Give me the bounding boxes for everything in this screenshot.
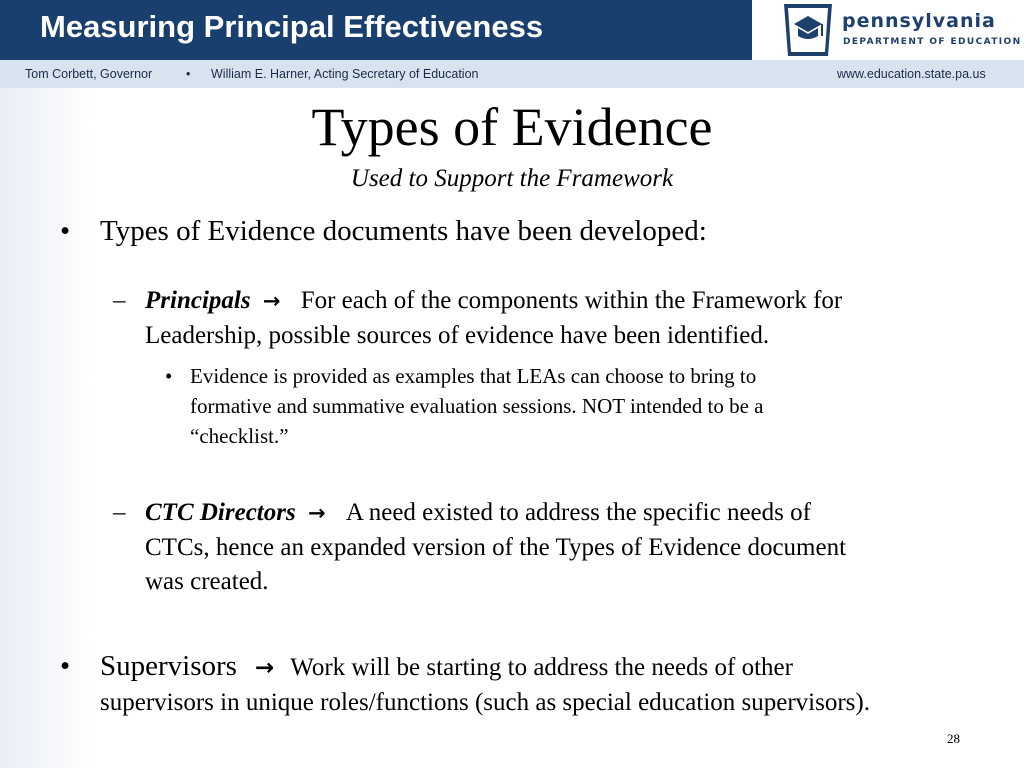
supervisors-line2: supervisors in unique roles/functions (such as special education supervisors). [100,689,870,716]
ctc-line1: A need existed to address the specific needs of [345,499,811,526]
ctc-directors-label: CTC Directors [145,499,296,526]
logo-wordmark: pennsylvania [842,10,996,32]
supervisors-item [100,650,793,683]
ctc-line3: was created. [145,568,269,595]
secretary-text: William E. Harner, Acting Secretary of Education [211,67,479,81]
separator-dot: • [186,67,191,81]
evidence-line1: Evidence is provided as examples that LEAs can choose to bring to [190,364,757,388]
page-number: 28 [947,731,960,746]
governor-text: Tom Corbett, Governor [25,67,153,81]
website-link[interactable]: www.education.state.pa.us [837,67,986,81]
bullet-marker: • [60,215,71,247]
info-bar [0,60,1024,88]
pa-education-logo [778,2,1022,58]
bullet-developed-text: Types of Evidence documents have been developed: [100,215,707,247]
sub-bullet-marker: • [165,364,173,388]
dash-marker: – [113,499,126,526]
slide-title: Types of Evidence [311,97,713,157]
evidence-line3: “checklist.” [190,424,289,448]
supervisors-label: Supervisors [100,650,237,682]
ctc-item [145,499,811,527]
title-bar [0,0,752,60]
header-title: Measuring Principal Effectiveness [40,9,544,44]
principals-line1: For each of the components within the Framework for [300,287,843,314]
slide-subtitle: Used to Support the Framework [350,165,674,192]
right-arrow-icon: → [262,289,281,313]
keystone-icon [778,2,838,58]
slide-header [0,0,1024,60]
principals-item [145,287,842,315]
ctc-line2: CTCs, hence an expanded version of the Types of Evidence document [145,534,847,561]
right-arrow-icon: → [254,655,275,681]
supervisors-line1: Work will be starting to address the needs of other [290,654,793,681]
logo-subtitle: DEPARTMENT OF EDUCATION [843,37,1022,47]
evidence-line2: formative and summative evaluation sessions. NOT intended to be a [190,394,764,418]
principals-label: Principals [145,287,251,314]
dash-marker: – [113,287,126,314]
principals-line2: Leadership, possible sources of evidence have been identified. [145,322,770,349]
right-arrow-icon: → [307,501,326,525]
bullet-marker: • [60,650,71,682]
